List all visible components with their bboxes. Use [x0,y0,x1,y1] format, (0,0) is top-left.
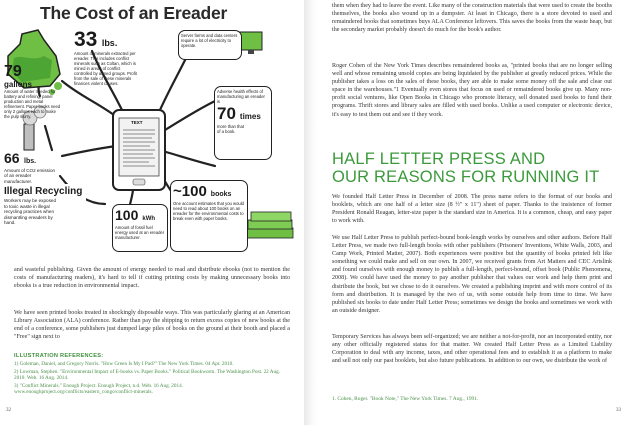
server-farm-box [178,30,242,60]
heading-line-2: OUR REASONS FOR RUNNING IT [332,168,600,186]
minerals-stat [74,30,154,86]
recycling-title: Illegal Recycling [4,186,83,197]
minerals-value: 33 [74,28,98,51]
health-text: Adverse health effects of manufacturing an ereader is [217,89,265,104]
kwh-text: Amount of fossil fuel energy used at an ereader manufacturer. [115,225,165,240]
co2-text: Amount of CO2 emission of an ereader manufacturer. [4,168,56,184]
kwh-unit: kWh [142,216,156,222]
section-heading [332,150,612,186]
reference-item: 3) "Conflict Minerals." Enough Project. Enough Project, n.d. Web. 16 Aug. 2014. www.enoughproject.org/conflicts/eastern_congo/conflict-minerals. [14,382,183,396]
infographic-title: The Cost of an Ereader [40,3,228,23]
left-paragraph-2: We have seen printed books treated in shockingly disposable ways. This was particularly glaring at an American Library Association (ALA) conference. Rather than pay the shipping to return excess copies of new books at the end of a conference, some publishers just dumped large piles of books on the ground at their booth and placed a "Free" sign next to [14,310,290,341]
times-value: 70 [217,104,236,123]
money-stack-icon [245,212,293,238]
server-monitor-icon [240,32,262,54]
books-value: ~100 [173,183,207,200]
right-page [318,0,633,425]
energy-kwh-box [112,204,168,252]
gallons-value: 79 [4,63,22,80]
server-text: Server farms and data centers require a lot of electricity to operate. [181,33,238,48]
co2-value: 66 [4,150,20,166]
times-text: more than that of a book. [217,124,245,134]
footnote: 1. Cohen, Roger. "Book Note," The New York Times. 7 Aug., 1991. [332,396,479,402]
infographic [0,26,304,250]
page-number-right: 33 [616,408,621,413]
page-number-left: 32 [6,408,11,413]
health-effects-box [214,86,272,160]
references-heading: ILLUSTRATION REFERENCES: [14,353,104,359]
right-paragraph-3: We founded Half Letter Press in December of 2008. The press name refers to the format of our books and booklets, which are one half of a letter size (8 ½" x 11") sheet of paper. Thanks to the insistence of former President Ronald Reagan, letter-size paper is the standard size in America. It is a common, cheap, and easy paper to work with. [332,194,612,225]
heading-line-1: HALF LETTER PRESS AND [332,150,546,168]
left-page [0,0,304,425]
co2-stat [4,150,60,184]
reference-item: 1) Goleman, Daniel, and Gregory Norris. "How Green Is My I Pad?" The New York Times. 04 Apr. 2010. [14,361,234,367]
gallons-text: Amount of water needed for battery and refining, panel production and metal refinement. Paper books need only 2 gallons each to make the pulp slurry. [4,89,61,119]
co2-unit: lbs. [24,158,37,165]
books-unit: books [210,191,232,198]
reference-item: 2) Lowman, Stephen. "Environmental Impact of E-books vs. Paper Books." Political Bookworm. The Washington Post. 22 Aug. 2010. Web. 16 Aug. 2014. [14,368,280,382]
books-text: One account estimates that you would need to read about 100 books on an ereader for the environmental costs to break even with paper books. [173,201,244,221]
minerals-text: Amount of minerals extracted per ereader. This includes conflict minerals such as Coltan, which is mined in areas of conflict controlled by armed groups. Profit from the sale of these minerals finances violent causes. [74,51,137,86]
book-gutter [304,0,318,425]
right-paragraph-2: Roger Cohen of the New York Times describes remaindered books as, "printed books that are no longer selling well and whose remaining unsold copies are being liquidated by the publisher at greatly reduced prices. While the publisher takes a loss on the sales of these books, they are able to make some money off the sale and clear out space in the warehouses."1 Eventually even stores that focus on used or remaindered books give up. Many non-profit social ventures, like Open Books in Chicago who promote literacy, sell donated used books to fund their programs. Thrift stores and library sales are filled with used books. Unlike a used computer or electronic device, it's easy to test them out and see if they work. [332,63,612,118]
recycling-text: Workers may be exposed to toxic waste in illegal recycling practices when dismantling ereaders by hand. [4,198,57,226]
gallons-stat [4,64,62,119]
device-label: TEXT [131,120,143,125]
left-paragraph-1: and wasteful publishing. Given the amount of energy needed to read and distribute ebooks (not to mention the costs of manufacturing readers), it's hard to tell if cutting printing costs by making unnecessary books into ebooks is a true reduction in environmental impact. [14,267,290,290]
break-even-books-box [170,180,248,252]
references-list [14,361,290,397]
kwh-value: 100 [115,207,139,223]
right-paragraph-4: We use Half Letter Press to publish perfect-bound book-length works by ourselves and other authors. Before Half Letter Press, we made two full-length books with other publishers (Prisoners' Inventions, White Walls, 2003, and Camp Work, Printed Matter, 2007). Both experiences were positive but the quantity of books printed felt like something we could make and sell on our own. In 2007, we received grants from Art Matters and CEC Artslink and found ourselves with enough money to publish a full-length, perfect-bound, offset book (Public Phenomena, 2008). We could have used the money to pay another publisher that values our work and help them print and distribute the book, but we chose to do it ourselves. We created a publishing imprint and with more control of its form and distribution. It is managed by the two of us, with some outside help from time to time. We have published six books to date under Half Letter Press; sometimes we design the books and sometimes we work with an outside designer. [332,235,612,314]
minerals-unit: lbs. [101,38,118,48]
times-unit: times [239,112,261,121]
illegal-recycling-box [2,184,86,250]
right-paragraph-5: Temporary Services has always been self-organized; we are neither a not-for-profit, nor an incorporated entity, nor any other officially registered status for that matter. We created Half Letter Press as a Limited Liability Corporation to deal with any income, taxes, and other operational fees and to establish it as a platform to make and sell not only our past booklets, but also future publications. In addition to our own, we distribute the work of [332,334,612,365]
gallons-unit: gallons [4,80,33,89]
right-paragraph-1: them when they had to leave the event. Like many of the construction materials that were used to create the booths themselves, the books also wound up in a dumpster. At least in Chicago, there is a store devoted to used and remaindered books that sometimes buys ALA Conference leftovers. This saves the books from the waste heap, but the secondary market probably doesn't do much for the book's author. [332,3,612,34]
